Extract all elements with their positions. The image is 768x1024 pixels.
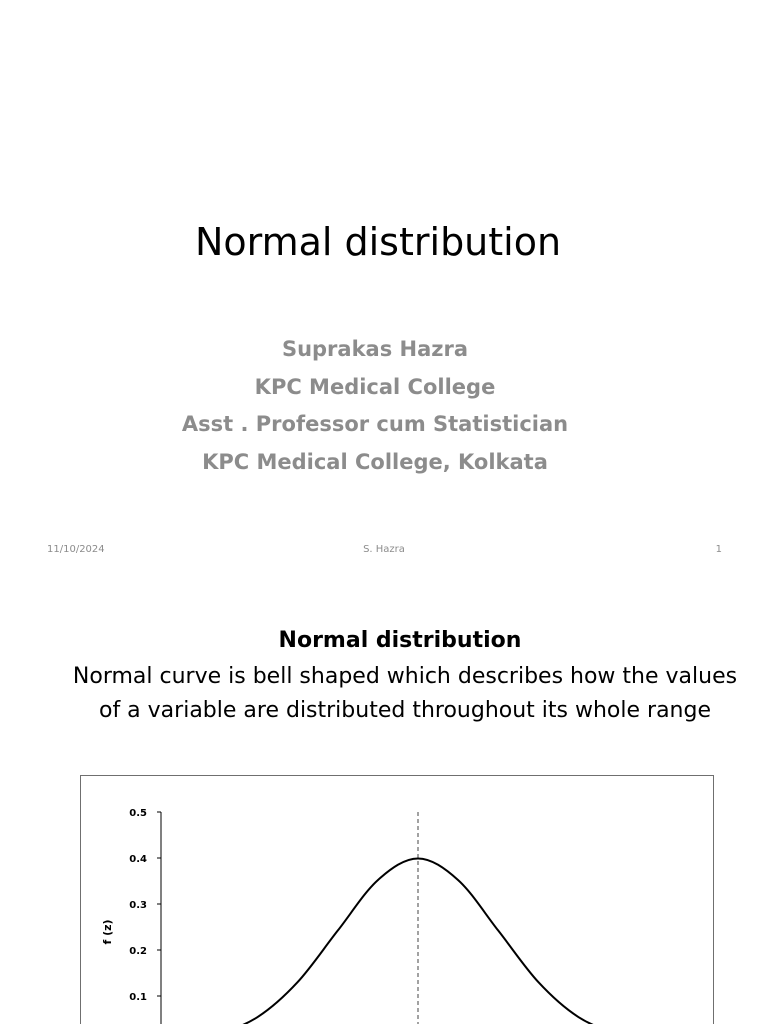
chart-svg [81,776,715,1024]
curve-data-point [498,930,499,931]
normal-curve-chart [80,775,714,1024]
y-axis-title: f (z) [101,919,114,945]
curve-data-point [297,982,298,983]
y-tick-label: 0.3 [129,900,147,911]
curve-data-point [377,879,378,880]
slide2-body-text: Normal curve is bell shaped which describes how the values of a variable are distributed throughout its whole range [72,664,738,723]
author-designation: Asst . Professor cum Statistician [181,412,569,436]
curve-data-point [578,1017,579,1018]
curve-data-point [257,1017,258,1018]
curve-data-point [337,930,338,931]
y-tick-label: 0.1 [129,992,147,1003]
footer-author: S. Hazra [363,544,405,555]
curve-data-point [538,982,539,983]
curve-data-point [458,879,459,880]
footer-page-number: 1 [715,544,722,555]
curve-data-point [417,858,418,859]
author-institution: KPC Medical College [254,374,496,399]
author-name: Suprakas Hazra [281,337,469,361]
footer-date: 11/10/2024 [47,544,105,555]
y-tick-label: 0.2 [129,946,147,957]
y-tick-label: 0.4 [129,854,147,865]
y-tick-label: 0.5 [129,808,147,819]
author-location: KPC Medical College, Kolkata [202,449,548,474]
author-block [0,334,750,484]
slide2-heading: Normal distribution [278,628,522,653]
slide-title: Normal distribution [194,220,562,264]
